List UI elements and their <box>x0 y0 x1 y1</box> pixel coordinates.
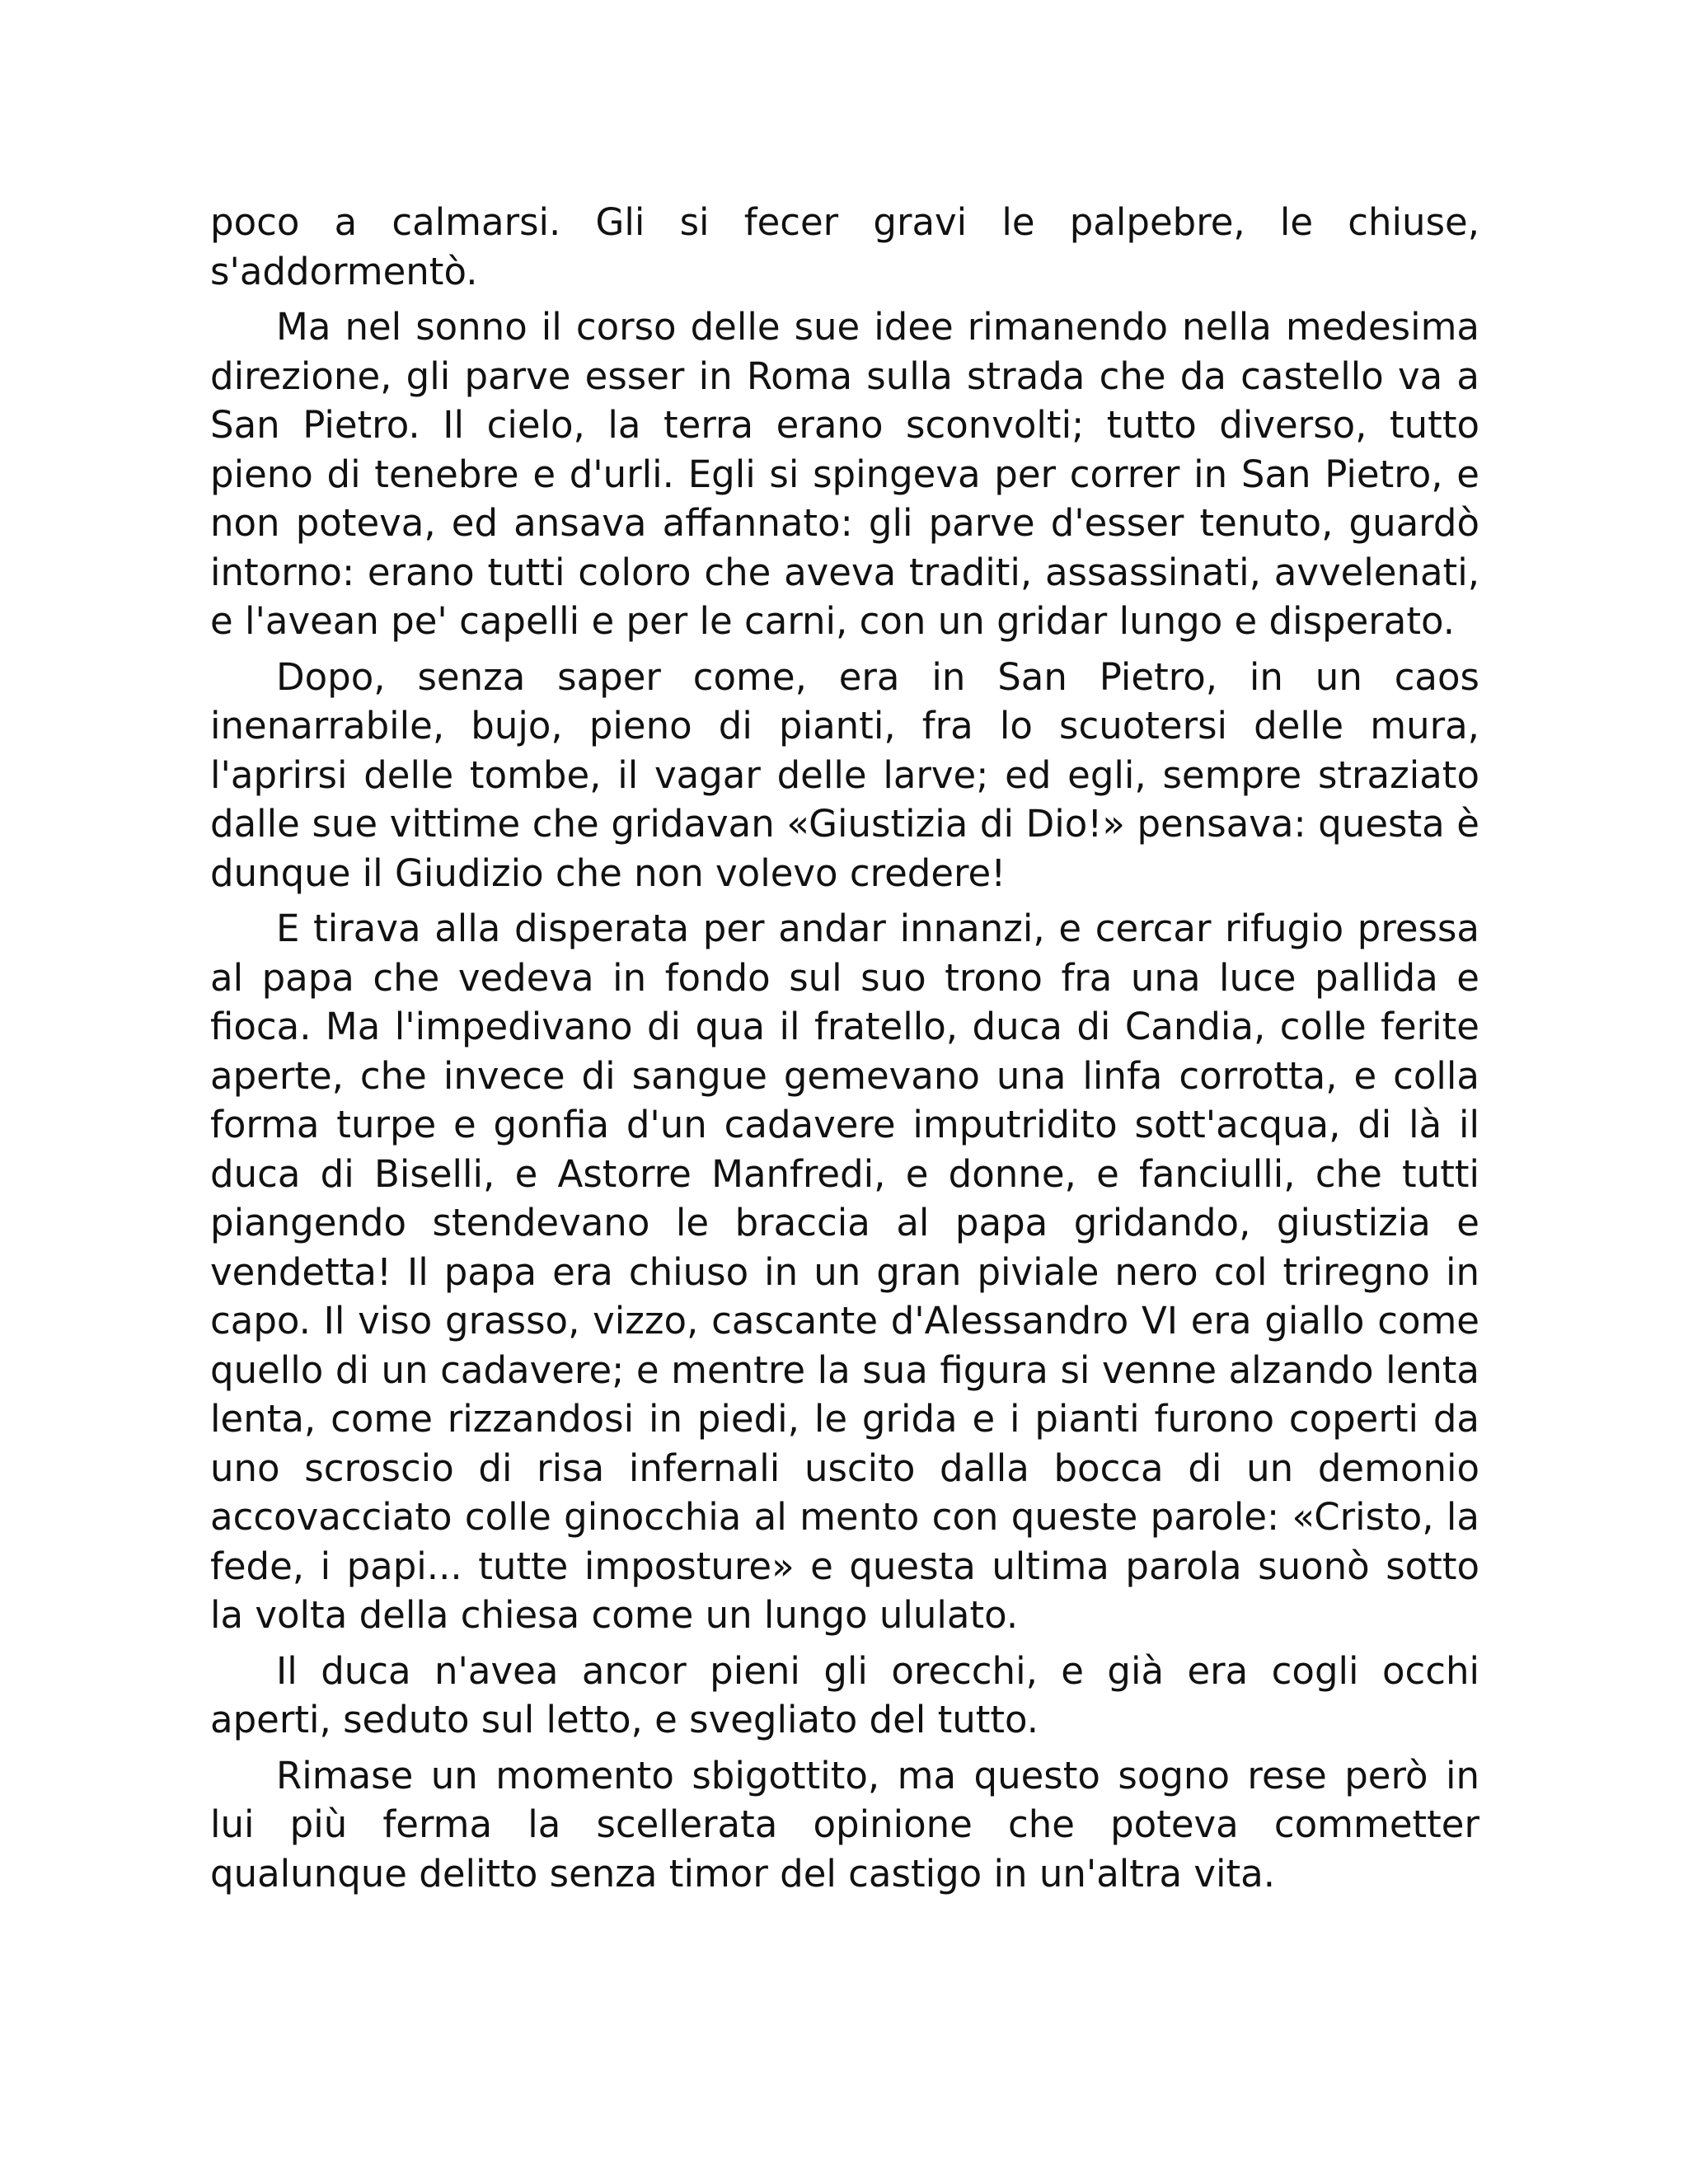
document-page <box>210 198 1479 1905</box>
paragraph-dream-rome: Ma nel sonno il corso delle sue idee rimanendo nella medesima direzione, gli parve esser in Roma sulla strada che da castello va a San Pietro. Il cielo, la terra erano sconvolti; tutto diverso, tutto pieno di tenebre e d'urli. Egli si spingeva per correr in San Pietro, e non poteva, ed ansava affannato: gli parve d'esser tenuto, guardò intorno: erano tutti coloro che aveva traditi, assassinati, avvelenati, e l'avean pe' capelli e per le carni, con un gridar lungo e disperato. <box>210 305 1479 643</box>
paragraph-awakening: Il duca n'avea ancor pieni gli orecchi, e già era cogli occhi aperti, seduto sul letto, e svegliato del tutto. <box>210 1648 1479 1741</box>
paragraph-the-pope: E tirava alla disperata per andar innanzi, e cercar rifugio pressa al papa che vedeva in fondo sul suo trono fra una luce pallida e fioca. Ma l'impedivano di qua il fratello, duca di Candia, colle ferite aperte, che invece di sangue gemevano una linfa corrotta, e colla forma turpe e gonfia d'un cadavere imputridito sott'acqua, di là il duca di Biselli, e Astorre Manfredi, e donne, e fanciulli, che tutti piangendo stendevano le braccia al papa gridando, giustizia e vendetta! Il papa era chiuso in un gran piviale nero col triregno in capo. Il viso grasso, vizzo, cascante d'Alessandro VI era giallo come quello di un cadavere; e mentre la sua figura si venne alzando lenta lenta, come rizzandosi in piedi, le grida e i pianti furono coperti da uno scroscio di risa infernali uscito dalla bocca di un demonio accovacciato colle ginocchia al mento con queste parole: «Cristo, la fede, i papi... tutte imposture» e questa ultima parola suonò sotto la volta della chiesa come un lungo ululato. <box>210 907 1479 1637</box>
paragraph-san-pietro: Dopo, senza saper come, era in San Pietro, in un caos inenarrabile, bujo, pieno di pianti, fra lo scuotersi delle mura, l'aprirsi delle tombe, il vagar delle larve; ed egli, sempre straziato dalle sue vittime che gridavan «Giustizia di Dio!» pensava: questa è dunque il Giudizio che non volevo credere! <box>210 654 1479 895</box>
paragraph-conclusion: Rimase un momento sbigottito, ma questo sogno rese però in lui più ferma la scellerata opinione che poteva commetter qualunque delitto senza timor del castigo in un'altra vita. <box>210 1753 1479 1896</box>
paragraph-continuation: poco a calmarsi. Gli si fecer gravi le palpebre, le chiuse, s'addormentò. <box>210 200 1479 293</box>
